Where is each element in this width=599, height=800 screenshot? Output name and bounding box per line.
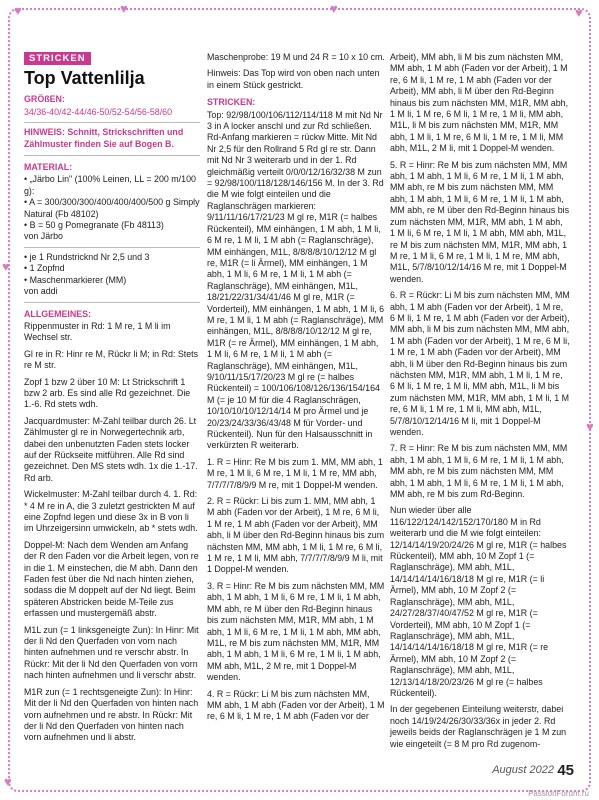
divider xyxy=(24,302,200,303)
list-item: • je 1 Rundstricknd Nr 2,5 und 3 xyxy=(24,252,200,263)
hint-text: Schnitt, Strickschriften und Zählmuster finden Sie auf Bogen B. xyxy=(24,127,184,149)
paragraph: Maschenprobe: 19 M und 24 R = 10 x 10 cm. xyxy=(207,52,385,62)
list-item: • 1 Zopfnd xyxy=(24,263,200,274)
paragraph: Hinweis: Das Top wird von oben nach unten in einem Stück gestrickt. xyxy=(207,68,380,90)
list-item: • A = 300/300/300/400/400/400/500 g Simply Natural (Fb 48102) xyxy=(24,197,200,220)
heart-icon: ♥ xyxy=(330,1,338,16)
column-2 xyxy=(207,52,385,728)
paragraph: Arbeit), MM abh, li M bis zum nächsten MM, MM abh, 1 M abh (Faden vor der Arbeit), 1 M re, 6 M li, 1 M re, 1 M abh (Faden vor der Arbeit), MM abh, li M über den Rd-Beginn hinaus bis zum nächsten MM, M1R, MM abh, 1 M li, 1 M re, 6 M li, 1 M re, 1 M li, MM abh, M1L, li M bis zum nächsten MM, M1R, MM abh, 1 M li, 1 M re, 6 M li, 1 M re, 1 M li, MM abh, M1L, 2 M li, mit 1 Doppel-M wenden. xyxy=(390,52,569,154)
paragraph: M1L zun (= 1 linksgeneigte Zun): In Hinr: Mit der li Nd den Querfaden von vorn nach hinten aufnehmen und re verschr abstr. In Rückr: Mit der li Nd den Querfaden von vorn nach hinten aufnehmen und li verschr abstr. xyxy=(24,624,199,681)
page-title: Top Vattenlilja xyxy=(24,68,145,89)
heart-icon: ♥ xyxy=(4,774,12,789)
watermark: PassionForum.ru xyxy=(528,789,589,798)
heart-icon: ♥ xyxy=(120,1,128,16)
section-badge: STRICKEN xyxy=(24,52,91,65)
column-1 xyxy=(24,52,200,749)
heart-icon: ♥ xyxy=(586,419,594,434)
paragraph: In der gegebenen Einteilung weiterstr, dabei noch 14/19/24/26/30/33/36x in jeder 2. Rd jeweils beids der Raglanschrägen je 1 M zun wie eingeteilt (= 8 M pro Rd zugenom- xyxy=(390,704,567,749)
material-heading: MATERIAL: xyxy=(24,162,73,173)
list-item: • B = 50 g Pomegranate (Fb 48113) xyxy=(24,220,200,231)
list-item: • Maschenmarkierer (MM) xyxy=(24,275,200,286)
hint xyxy=(24,127,200,150)
list-item: • „Järbo Lin" (100% Leinen, LL = 200 m/100 g): xyxy=(24,174,200,197)
paragraph: 3. R = Hinr: Re M bis zum nächsten MM, MM abh, 1 M abh, 1 M li, 6 M re, 1 M li, 1 M abh, MM abh, re M über den Rd-Beginn hinaus bis zum nächsten MM, M1R, MM abh, 1 M abh, 1 M li, 6 M re, 1 M li, 1 M abh, MM abh, M1L, re M bis zum nächsten MM, M1R, MM abh, 1 M abh, 1 M li, 6 M re, 1 M li, 1 M abh, MM abh, M1L, 2 M re, mit 1 Doppel-M wenden. xyxy=(207,580,385,683)
tools-source: von addi xyxy=(24,286,58,297)
paragraph: 1. R = Hinr: Re M bis zum 1. MM, MM abh, 1 M re, 1 M li, 6 M re, 1 M li, 1 M re, MM abh, 7/7/7/7/8/9/9 M re, mit 1 Doppel-M wenden. xyxy=(207,456,383,490)
paragraph: 2. R = Rückr: Li bis zum 1. MM, MM abh, 1 M abh (Faden vor der Arbeit), 1 M re, 6 M li, 1 M re, 1 M abh (Faden vor der Arbeit), MM abh, li M über den Rd-Beginn hinaus bis zum nächsten MM, MM abh, 1 M li, 1 M re, 6 M li, 1 M re, 1 M li, MM abh, 7/7/7/7/8/9/9 M li, mit 1 Doppel-M wenden. xyxy=(207,496,385,575)
general-heading: ALLGEMEINES: xyxy=(24,308,92,319)
sizes-text: 34/36-40/42-44/46-50/52-54/56-58/60 xyxy=(24,106,173,117)
hint-label: HINWEIS: xyxy=(24,127,65,138)
divider xyxy=(24,155,200,156)
paragraph: Gl re in R: Hinr re M, Rückr li M; in Rd: Stets re M str. xyxy=(24,348,199,371)
heart-icon: ♥ xyxy=(575,5,583,20)
heart-icon: ♥ xyxy=(14,3,22,18)
paragraph: Nun wieder über alle 116/122/124/142/152/170/180 M in Rd weiterarb und die M wie folgt einteilen: 12/14/14/19/20/24/26 M gl re, M1R (= halbes Rückenteil), MM abh, 10 M Zopf 1 (= Raglanschräge), MM abh, M1L, 14/14/14/14/16/18/18 M gl re, M1R (= li Ärmel), MM abh, 10 M Zopf 2 (= Raglanschräge), MM abh, M1L, 24/27/28/37/40/47/52 M gl re, M1R (= Vorderteil), MM abh, 10 M Zopf 1 (= Raglanschräge), MM abh, M1L, 14/14/14/14/16/18/18 M gl re, M1R (= re Ärmel), MM abh, 10 M Zopf 2 (= Raglanschräge), MM abh, M1L, 12/13/14/18/20/23/26 M gl re (= halbes Rückenteil). xyxy=(390,505,567,698)
paragraph: 4. R = Rückr: Li M bis zum nächsten MM, MM abh, 1 M abh (Faden vor der Arbeit), 1 M re, 6 M li, 1 M re, 1 M abh (Faden vor der xyxy=(207,688,385,722)
paragraph: 5. R = Hinr: Re M bis zum nächsten MM, MM abh, 1 M abh, 1 M li, 6 M re, 1 M li, 1 M abh, MM abh, re M bis zum nächsten MM, MM abh, 1 M abh, 1 M li, 6 M re, 1 M li, 1 M abh, MM abh, re M über den Rd-Beginn hinaus bis zum nächsten MM, M1R, MM abh, 1 M abh, 1 M li, 6 M re, 1 M li, 1 M abh, MM abh, M1L, re M bis zum nächsten MM, M1R, MM abh, 1 M re, 1 M li, 6 M re, 1 M li, 1 M re, MM abh, M1L, 5/7/8/10/12/14/16 M re, mit 1 Doppel-M wenden. xyxy=(390,159,570,284)
paragraph: Rippenmuster in Rd: 1 M re, 1 M li im Wechsel str. xyxy=(24,320,171,343)
divider xyxy=(24,247,200,248)
issue-date: August 2022 xyxy=(492,764,554,776)
divider xyxy=(24,122,200,123)
sizes-heading: GRÖßEN: xyxy=(24,94,65,105)
paragraph: M1R zun (= 1 rechtsgeneigte Zun): In Hinr: Mit der li Nd den Querfaden von hinten nach vorn aufnehmen und re abstr. In Rückr: Mit der li Nd den Querfaden von hinten nach vorn aufnehmen und li abstr. xyxy=(24,686,199,743)
material-source: von Järbo xyxy=(24,231,63,242)
paragraph: Top: 92/98/100/106/112/114/118 M mit Nd Nr 3 in A locker anschl und zur Rd schließen. Rd-Anfang markieren = rückw Mitte. Mit Nd Nr 2,5 für den Rollrand 5 Rd gl re str. Dann mit Nd Nr 3 weiterarb und in der 1. Rd gleichmäßig verteilt 0/0/0/12/16/32/38 M zun = 92/98/100/118/128/146/156 M. In der 3. Rd die M wie folgt einteilen und die Raglanschrägen markieren: 9/11/11/16/17/21/23 M gl re, M1R (= halbes Rückenteil), MM einhängen, 1 M abh, 1 M li, 6 M re, 1 M li, 1 M abh (= Raglanschräge), MM einhängen, M1L, 8/8/8/8/10/12/12 M gl re, M1R (= li Ärmel), MM einhängen, 1 M abh, 1 M li, 6 M re, 1 M li, 1 M abh (= Raglanschräge), MM einhängen, M1L, 18/21/22/31/34/41/46 M gl re, M1R (= Vorderteil), MM einhängen, 1 M abh, 1 M li, 6 M re, 1 M li, 1 M abh (= Raglanschräge), MM einhängen, M1L, 8/8/8/8/10/12/12 M gl re, M1R (= re Ärmel), MM einhängen, 1 M abh, 1 M li, 6 M re, 1 M li, 1 M abh (= Raglanschräge), MM einhängen, M1L, 9/10/11/15/17/20/23 M gl re (= halbes Rückenteil) = 100/106/108/126/136/154/164 M (= je 10 M für die 4 Raglanschrägen, 10/10/10/10/12/14/14 M pro Ärmel und je 20/23/24/33/36/43/48 M für Vorder- und Rückenteil). Nun für den Halsausschnitt in verkürzten R weiterarb. xyxy=(207,109,385,451)
paragraph: 6. R = Rückr: Li M bis zum nächsten MM, MM abh, 1 M abh (Faden vor der Arbeit), 1 M re, 6 M li, 1 M re, 1 M abh (Faden vor der Arbeit), MM abh, li M bis zum nächsten MM, MM abh, 1 M abh (Faden vor der Arbeit), 1 M re, 6 M li, 1 M re, 1 M abh (Faden vor der Arbeit), MM abh, li M über den Rd-Beginn hinaus bis zum nächsten MM, M1R, MM abh, 1 M li, 1 M re, 6 M li, 1 M re, 1 M li, MM abh, M1L, li M bis zum nächsten MM, M1R, MM abh, 1 M li, 1 M re, 6 M li, 1 M re, 1 M li, MM abh, M1L, 5/7/8/10/12/14/16 M li, mit 1 Doppel-M wenden. xyxy=(390,290,570,437)
paragraph: Zopf 1 bzw 2 über 10 M: Lt Strickschrift 1 bzw 2 arb. Es sind alle Rd gezeichnet. Die 1.-6. Rd stets wdh. xyxy=(24,376,191,410)
page-number: 45 xyxy=(557,762,574,779)
tools-list xyxy=(24,252,200,286)
paragraph: 7. R = Hinr: Re M bis zum nächsten MM, MM abh, 1 M abh, 1 M li, 6 M re, 1 M li, 1 M abh, MM abh, re M bis zum nächsten MM, MM abh, 1 M abh, 1 M li, 6 M re, 1 M li, 1 M abh, MM abh, re M bis zum Rd-Beginn. xyxy=(390,443,568,500)
paragraph: Jacquardmuster: M-Zahl teilbar durch 26. Lt Zählmuster gl re in Norwegertechnik arb, dabei den unbenutzten Faden stets locker auf der Rückseite mitführen. Alle Rd sind gezeichnet. Den MS stets wdh. 1x die 1.-17. Rd arb. xyxy=(24,415,198,483)
knitting-heading: STRICKEN: xyxy=(207,97,256,108)
material-list xyxy=(24,174,200,231)
column-3 xyxy=(390,52,570,755)
paragraph: Wickelmuster: M-Zahl teilbar durch 4. 1. Rd: * 4 M re in A, die 3 zuletzt gestrickten M auf eine Zopfnd legen und diese 3x in B von li im Uhrzeigersinn umwickeln, ab * stets wdh. xyxy=(24,489,198,534)
heart-icon: ♥ xyxy=(2,259,10,274)
paragraph: Doppel-M: Nach dem Wenden am Anfang der R den Faden vor die Arbeit legen, von re in die 1. M einstechen, die M abh. Dann den Faden fest über die Nd nach hinten ziehen, sodass die M doppelt auf der Nd liegt. Beim späteren Abstricken beide M-Teile zus erfassen und mustergemäß abstr. xyxy=(24,539,199,619)
